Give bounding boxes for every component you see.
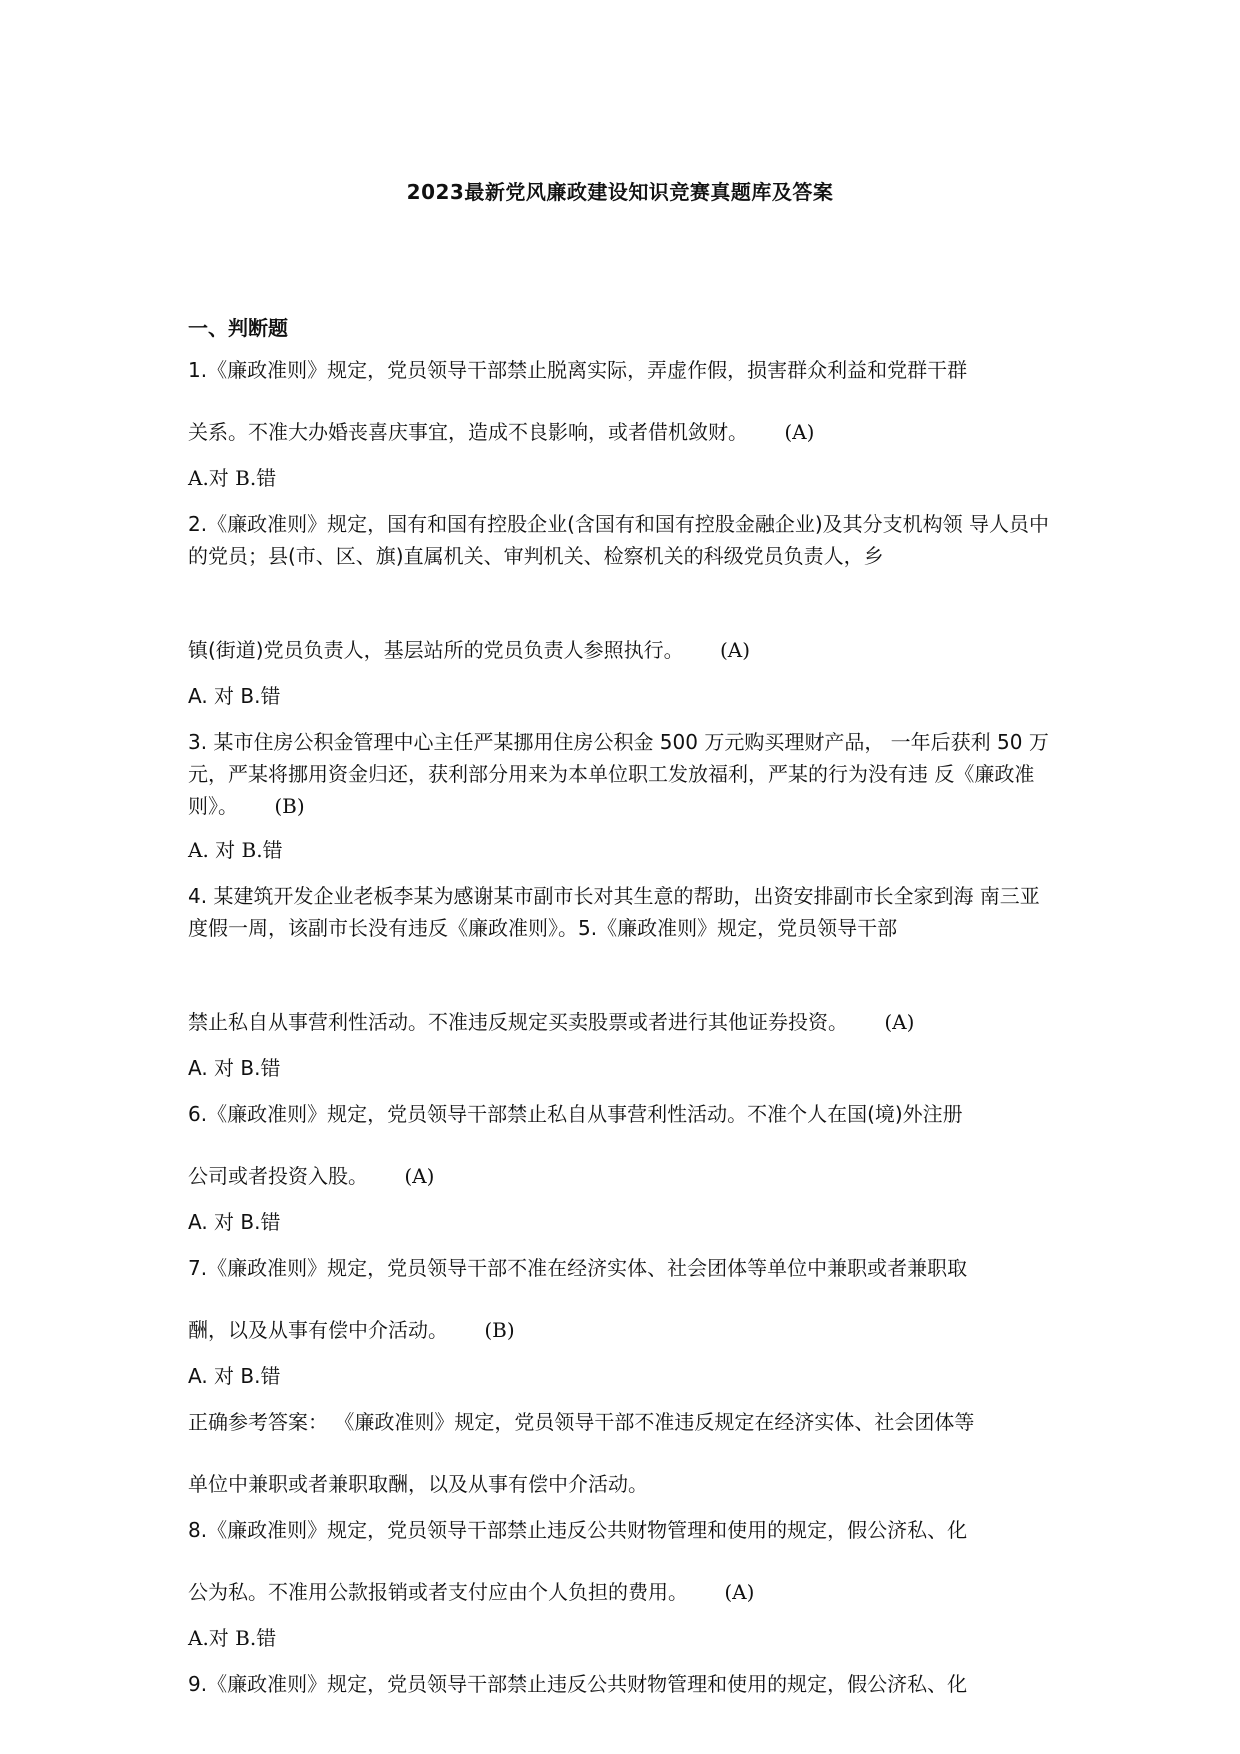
question-8-options: A.对 B.错 [188,1626,277,1650]
question-7-line-2 [188,1314,1058,1346]
question-7-options: A. 对 B.错 [188,1364,281,1388]
question-7-text: 酬，以及从事有偿中介活动。 [188,1318,448,1342]
question-8-text: 公为私。不准用公款报销或者支付应由个人负担的费用。 [188,1580,688,1604]
question-6-answer: (A) [404,1164,435,1188]
question-2-tail: 镇(街道)党员负责人，基层站所的党员负责人参照执行。 [188,638,684,662]
question-2-line-3 [188,634,1058,666]
question-3-answer: (B) [274,794,305,818]
question-8-line-2 [188,1576,1058,1608]
question-3-options: A. 对 B.错 [188,838,283,862]
question-6-text: 公司或者投资入股。 [188,1164,368,1188]
question-1-options: A.对 B.错 [188,466,277,490]
question-1-line-2 [188,416,1058,448]
section-heading: 一、判断题 [188,316,288,340]
question-5-options: A. 对 B.错 [188,1056,281,1080]
question-6-line-1: 6.《廉政准则》规定，党员领导干部禁止私自从事营利性活动。不准个人在国(境)外注册 [188,1102,963,1126]
question-5-line-2 [188,1006,1058,1038]
question-1-line-1: 1.《廉政准则》规定，党员领导干部禁止脱离实际，弄虚作假，损害群众利益和党群干群 [188,358,968,382]
question-1-text: 关系。不准大办婚丧喜庆事宜，造成不良影响，或者借机敛财。 [188,420,748,444]
question-9-line-1: 9.《廉政准则》规定，党员领导干部禁止违反公共财物管理和使用的规定，假公济私、化 [188,1672,968,1696]
question-5-answer: (A) [884,1010,915,1034]
question-5-text: 禁止私自从事营利性活动。不准违反规定买卖股票或者进行其他证券投资。 [188,1010,848,1034]
question-8-answer: (A) [724,1580,755,1604]
question-7-reference-line-2: 单位中兼职或者兼职取酬，以及从事有偿中介活动。 [188,1472,648,1496]
question-2-text: 2.《廉政准则》规定，国有和国有控股企业(含国有和国有控股金融企业)及其分支机构领 导人员中的党员；县(市、区、旗)直属机关、审判机关、检察机关的科级党员负责人，乡 [188,512,1050,568]
question-2-answer: (A) [719,638,751,662]
question-7-line-1: 7.《廉政准则》规定，党员领导干部不准在经济实体、社会团体等单位中兼职或者兼职取 [188,1256,968,1280]
question-7-answer: (B) [484,1318,515,1342]
question-1-answer: (A) [784,420,815,444]
question-8-line-1: 8.《廉政准则》规定，党员领导干部禁止违反公共财物管理和使用的规定，假公济私、化 [188,1518,968,1542]
question-3-block [188,726,1058,822]
question-4-text: 4. 某建筑开发企业老板李某为感谢某市副市长对其生意的帮助，出资安排副市长全家到海 南三亚度假一周，该副市长没有违反《廉政准则》。5.《廉政准则》规定，党员领导干部 [188,884,1040,940]
document-title: 2023最新党风廉政建设知识竞赛真题库及答案 [406,180,834,204]
question-6-options: A. 对 B.错 [188,1210,281,1234]
question-3-text: 3. 某市住房公积金管理中心主任严某挪用住房公积金 500 万元购买理财产品， 一年后获利 50 万元，严某将挪用资金归还，获利部分用来为本单位职工发放福利，严某的行为没有违 反《廉政准则》。 [188,730,1049,818]
question-6-line-2 [188,1160,1058,1192]
question-7-reference-line-1: 正确参考答案： 《廉政准则》规定，党员领导干部不准违反规定在经济实体、社会团体等 [188,1410,975,1434]
question-2-options: A. 对 B.错 [188,684,281,708]
